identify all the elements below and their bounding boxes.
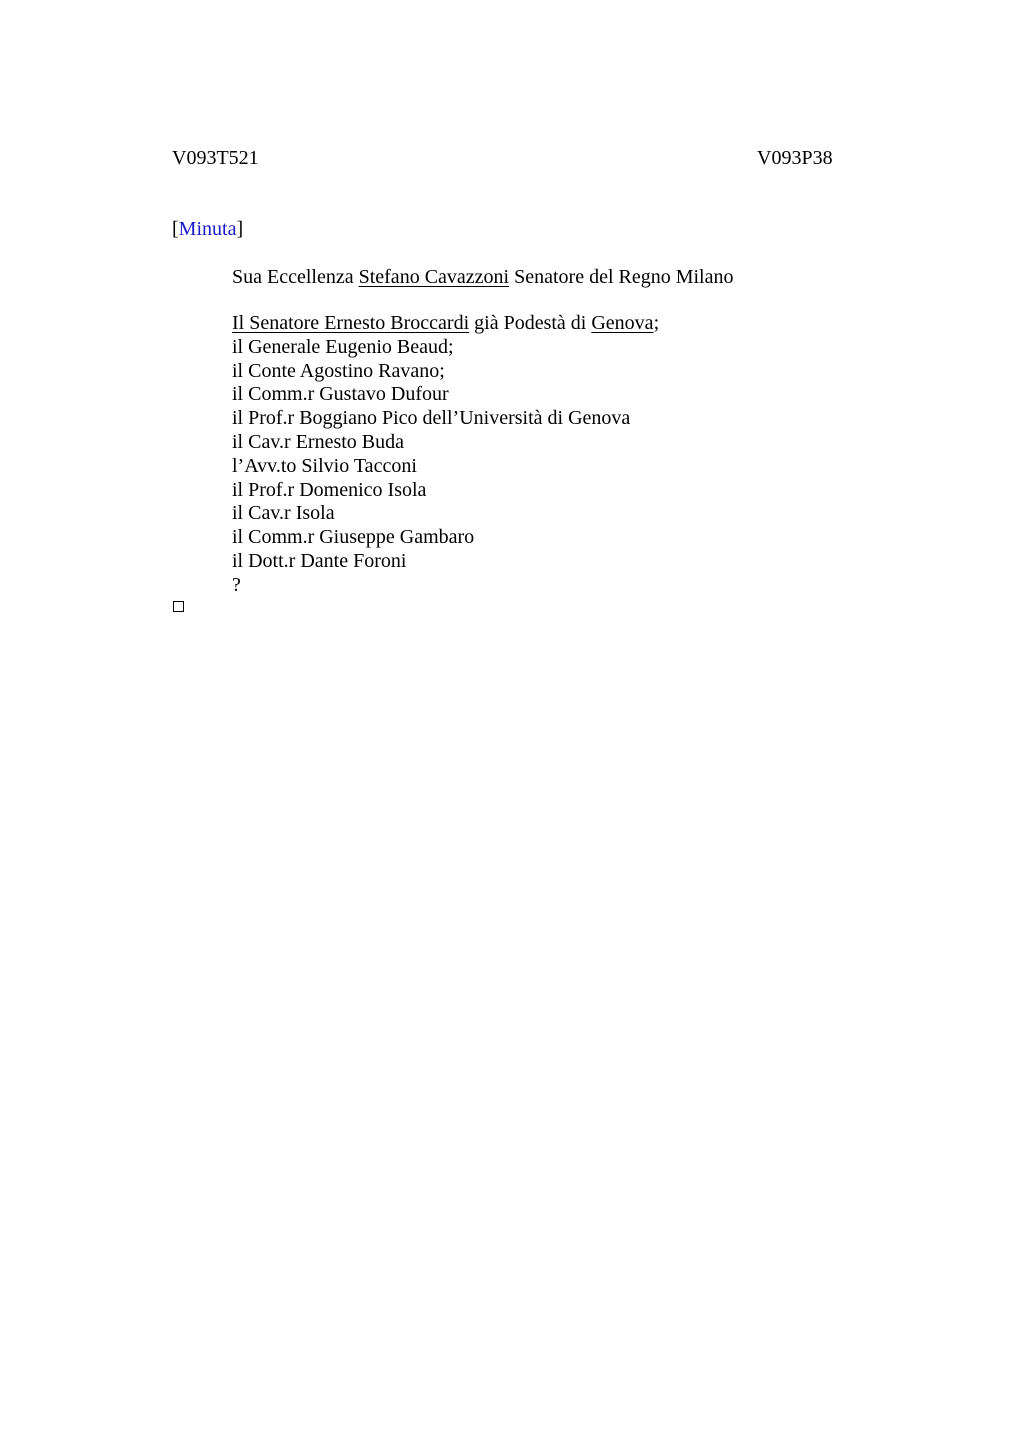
addressee-name: Stefano Cavazzoni xyxy=(358,266,510,288)
recipient-item: il Generale Eugenio Beaud; xyxy=(232,335,454,358)
recipient-list xyxy=(232,312,659,598)
recipient-item: il Cav.r Isola xyxy=(232,502,335,525)
recipient-item: il Conte Agostino Ravano; xyxy=(232,359,445,382)
document-reference-left: V093T521 xyxy=(172,147,259,169)
recipient-city: Genova xyxy=(591,312,654,334)
document-type-tag xyxy=(172,217,243,241)
recipient-role: già Podestà di xyxy=(469,312,592,334)
recipient-item: il Comm.r Gustavo Dufour xyxy=(232,383,449,406)
document-type-label: Minuta xyxy=(178,218,237,240)
recipient-item-broccardi xyxy=(232,312,659,336)
recipient-item: il Cav.r Ernesto Buda xyxy=(232,430,405,453)
close-bracket: ] xyxy=(236,218,244,240)
document-reference-right: V093P38 xyxy=(757,147,833,169)
addressee-suffix: Senatore del Regno Milano xyxy=(509,266,734,288)
recipient-item: il Comm.r Giuseppe Gambaro xyxy=(232,526,475,549)
recipient-item: il Dott.r Dante Foroni xyxy=(232,549,407,572)
addressee-prefix: Sua Eccellenza xyxy=(232,266,359,288)
recipient-punctuation: ; xyxy=(653,312,660,334)
addressee-line xyxy=(232,265,734,289)
recipient-item: il Prof.r Domenico Isola xyxy=(232,478,427,501)
open-bracket: [ xyxy=(172,218,179,240)
recipient-name: Il Senatore Ernesto Broccardi xyxy=(232,312,470,334)
empty-square-icon xyxy=(173,601,184,612)
recipient-item: il Prof.r Boggiano Pico dell’Università di Genova xyxy=(232,407,631,430)
recipient-item: l’Avv.to Silvio Tacconi xyxy=(232,454,417,477)
recipient-item-unknown: ? xyxy=(232,573,241,596)
